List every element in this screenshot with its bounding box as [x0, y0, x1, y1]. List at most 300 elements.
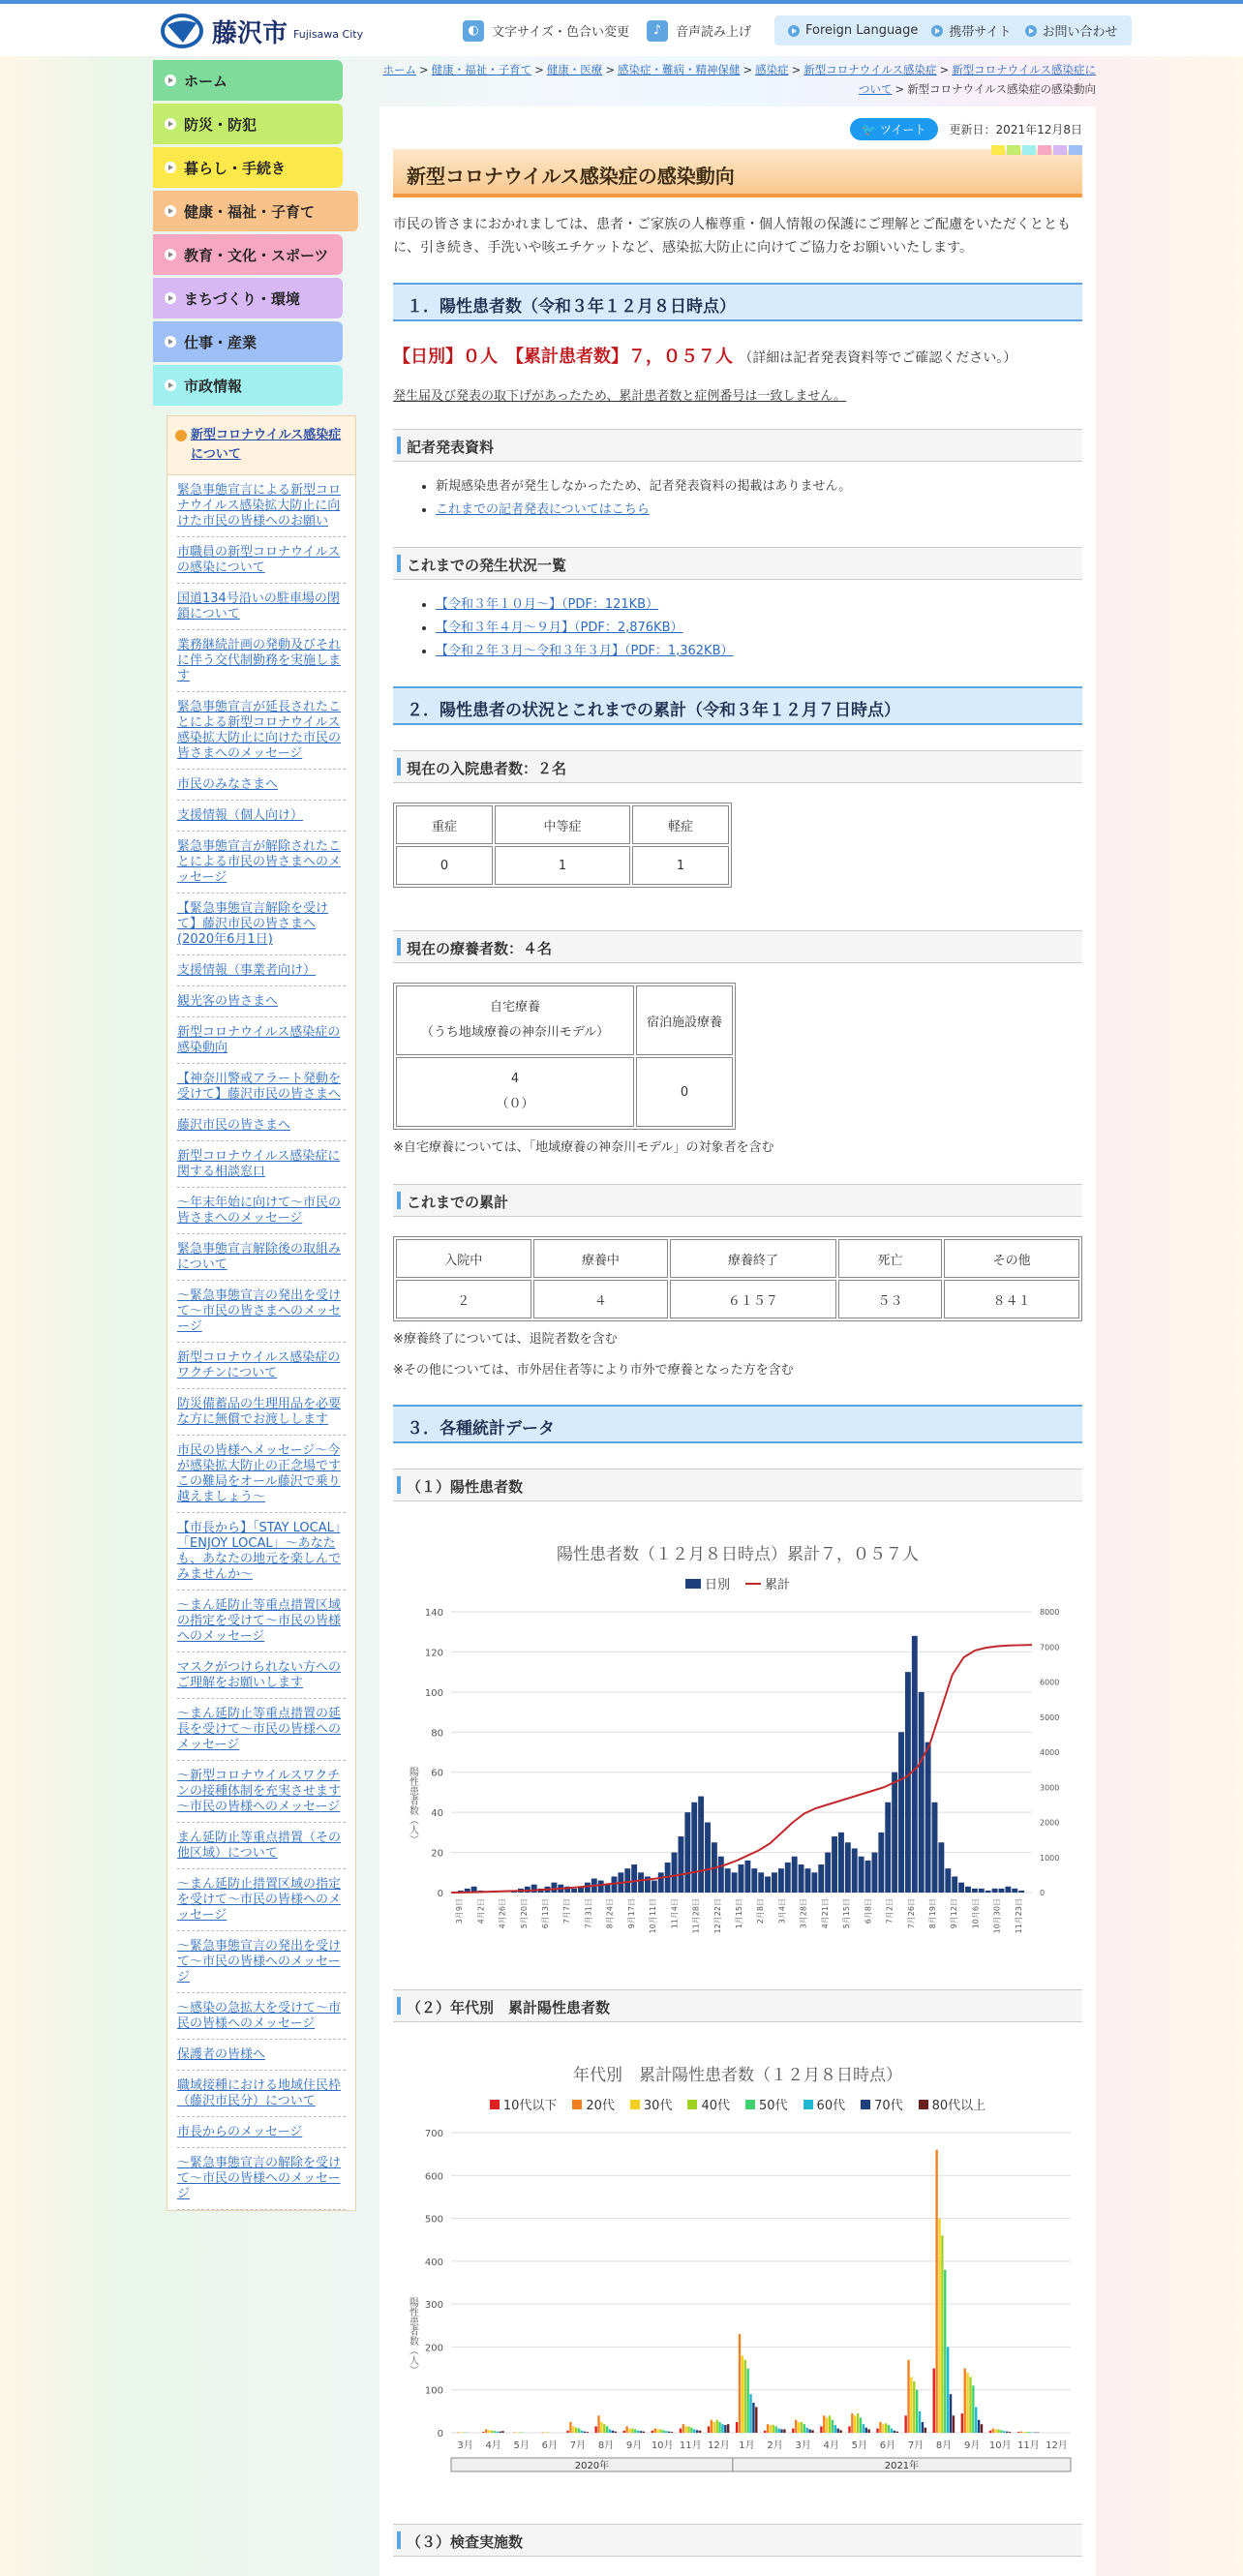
x-tick-label: 3月9日 — [455, 1898, 464, 1924]
daily-bar — [972, 1889, 978, 1893]
breadcrumb-link[interactable]: 感染症・難病・精神保健 — [618, 63, 741, 76]
daily-bar — [1018, 1891, 1024, 1893]
arrow-icon — [165, 162, 176, 173]
age-bar — [770, 2425, 772, 2433]
site-name-english: Fujisawa City — [293, 28, 363, 41]
sub-nav-item — [177, 832, 346, 894]
x-tick-label: 9月 — [964, 2440, 980, 2451]
age-bar — [499, 2432, 500, 2433]
daily-bar — [958, 1883, 964, 1893]
article — [379, 106, 1096, 2576]
sub-nav-item — [177, 1017, 346, 1064]
sub-nav-item — [177, 1110, 346, 1141]
nav-item[interactable] — [153, 234, 343, 275]
age-bar — [727, 2424, 729, 2433]
sub-nav-link[interactable]: 支援情報（事業者向け） — [177, 963, 316, 978]
sub-nav-link[interactable]: ～感染の急拡大を受けて～市民の皆様へのメッセージ — [177, 2001, 341, 2031]
sub-nav-item — [177, 2148, 346, 2210]
contact-link[interactable]: お問い合わせ — [1025, 21, 1118, 40]
age-bar — [597, 2415, 599, 2433]
x-tick-label: 11月4日 — [670, 1898, 679, 1928]
sub-nav-item — [177, 986, 346, 1017]
y-tick-label: 0 — [438, 2429, 443, 2440]
nav-label: まちづくり・環境 — [184, 288, 300, 309]
sub-nav-link[interactable]: 緊急事態宣言による新型コロナウイルス感染拡大防止に向けた市民の皆様へのお願い — [177, 483, 341, 529]
breadcrumb-link[interactable]: 感染症 — [755, 63, 789, 76]
sub-nav-item — [177, 1699, 346, 1761]
x-tick-label: 2月 — [767, 2440, 782, 2451]
daily-bar — [778, 1868, 784, 1893]
age-bar — [792, 2429, 794, 2433]
sub-nav-link[interactable]: 支援情報（個人向け） — [177, 808, 303, 823]
hospitalized-heading: 現在の入院患者数：２名 — [393, 750, 1082, 783]
age-bar — [1009, 2432, 1011, 2433]
foreign-language-link[interactable]: Foreign Language — [788, 21, 918, 40]
age-bar — [803, 2424, 805, 2433]
breadcrumb-separator: > — [792, 63, 802, 76]
sub-nav-link[interactable]: 市民のみなさまへ — [177, 777, 278, 792]
age-bar — [687, 2426, 689, 2433]
x-tick-label: 10月6日 — [971, 1898, 980, 1928]
sub-nav-link[interactable]: ～まん延防止措置区域の指定を受けて～市民の皆様へのメッセージ — [177, 1877, 341, 1923]
history-link-r3-10[interactable]: 【令和３年１０月～】（PDF：121KB） — [436, 597, 658, 612]
sub-nav-link[interactable]: ～緊急事態宣言の発出を受けて～市民の皆さまへのメッセージ — [177, 1288, 341, 1334]
age-bar — [907, 2360, 909, 2433]
age-bar — [995, 2429, 997, 2433]
age-bar — [767, 2424, 769, 2433]
age-bar — [656, 2429, 658, 2433]
daily-bar — [605, 1885, 611, 1893]
y2-tick-label: 8000 — [1040, 1608, 1059, 1617]
sub-nav-title[interactable]: 新型コロナウイルス感染症について — [167, 416, 355, 475]
sub-nav-list — [177, 475, 346, 2210]
breadcrumb — [379, 60, 1096, 99]
sub-nav-item — [177, 801, 346, 832]
age-bar — [1023, 2432, 1025, 2433]
age-bar — [682, 2424, 684, 2433]
cumulative-table — [393, 1236, 1082, 1321]
nav-item[interactable] — [153, 278, 343, 318]
y-tick-label: 0 — [438, 1889, 443, 1899]
sub-nav-item — [177, 1188, 346, 1234]
age-bar — [950, 2394, 952, 2433]
daily-bar — [838, 1833, 844, 1893]
arrow-icon — [1025, 25, 1037, 37]
sub-nav-item — [177, 1993, 346, 2040]
daily-bar — [598, 1881, 604, 1893]
daily-bar — [705, 1823, 711, 1894]
age-bar — [795, 2420, 797, 2433]
age-bar — [711, 2420, 712, 2433]
y-tick-label: 60 — [431, 1769, 443, 1779]
nav-label: ホーム — [184, 71, 227, 91]
legend-item-cumulative: 累計 — [745, 1574, 790, 1592]
sub-nav-link[interactable]: 【神奈川警戒アラート発動を受けて】藤沢市民の皆さまへ — [177, 1072, 341, 1102]
age-bar — [997, 2429, 999, 2433]
age-bar — [919, 2411, 921, 2433]
sub-nav-link[interactable]: 観光客の皆さまへ — [177, 994, 278, 1009]
sub-nav-link[interactable]: ～まん延防止等重点措置の延長を受けて～市民の皆様へのメッセージ — [177, 1707, 341, 1752]
age-bar — [896, 2432, 898, 2433]
table-cell: 0 — [396, 846, 493, 885]
nav-item[interactable] — [153, 60, 343, 101]
age-bar — [680, 2429, 682, 2433]
age-bar — [609, 2429, 611, 2433]
daily-bar — [885, 1803, 891, 1893]
sub-nav-item — [177, 2117, 346, 2148]
tweet-button[interactable]: 🐦 ツイート — [850, 118, 937, 140]
sub-nav-link[interactable]: ～緊急事態宣言の解除を受けて～市民の皆様へのメッセージ — [177, 2156, 341, 2201]
age-bar — [482, 2432, 484, 2433]
intro-text: 市民の皆さまにおかれましては、患者・ご家族の人権尊重・個人情報の保護にご理解とご配慮をいただくとともに、引き続き、手洗いや咳エチケットなど、感染拡大防止に向けてご協力をお願いいたします。 — [393, 213, 1082, 259]
breadcrumb-separator: > — [940, 63, 950, 76]
x-tick-label: 3月 — [457, 2440, 472, 2451]
press-archive-link[interactable]: これまでの記者発表についてはこちら — [436, 502, 650, 517]
arrow-icon — [165, 292, 176, 304]
age-bar — [581, 2431, 583, 2433]
nav-label: 市政情報 — [184, 376, 242, 396]
x-tick-label: 8月24日 — [606, 1898, 615, 1928]
sub-nav-link[interactable]: 国道134号沿いの駐車場の閉鎖について — [177, 591, 340, 621]
sub-nav-link[interactable]: 新型コロナウイルス感染症に関する相談窓口 — [177, 1149, 340, 1179]
sub-nav-link[interactable]: 市職員の新型コロナウイルスの感染について — [177, 545, 340, 575]
cumulative-note-2: ※その他については、市外居住者等により市外で療養となった方を含む — [393, 1360, 1082, 1381]
sub-nav-link[interactable]: ～緊急事態宣言の発出を受けて～市民の皆様へのメッセージ — [177, 1939, 341, 1985]
age-bar — [640, 2431, 642, 2433]
sub-nav-item — [177, 1389, 346, 1436]
x-tick-label: 11月28日 — [692, 1898, 701, 1933]
table-header: 軽症 — [632, 805, 729, 844]
daily-bar — [932, 1803, 938, 1893]
sub-nav-link[interactable]: 新型コロナウイルス感染症のワクチンについて — [177, 1350, 340, 1380]
sub-nav-item — [177, 770, 346, 801]
y2-tick-label: 5000 — [1040, 1713, 1059, 1722]
age-bar — [775, 2426, 777, 2433]
age-bar — [894, 2431, 895, 2433]
daily-bar — [739, 1864, 744, 1893]
daily-bar — [845, 1842, 851, 1893]
age-bar — [992, 2429, 994, 2433]
daily-bar — [684, 1812, 690, 1893]
daily-bar — [631, 1864, 637, 1893]
read-aloud-button[interactable] — [647, 20, 751, 42]
age-bar — [834, 2425, 836, 2433]
y-tick-label: 140 — [425, 1608, 443, 1619]
age-bar — [685, 2426, 687, 2433]
breadcrumb-link[interactable]: 健康・医療 — [547, 63, 603, 76]
y2-tick-label: 6000 — [1040, 1679, 1059, 1687]
daily-bar — [658, 1872, 664, 1893]
cumulative-line — [451, 1645, 1032, 1893]
sub-nav-item — [177, 1513, 346, 1591]
age-bar — [832, 2420, 834, 2433]
daily-bar — [624, 1868, 630, 1893]
nav-item[interactable] — [153, 104, 343, 144]
age-bar — [724, 2425, 726, 2433]
sub-nav-link[interactable]: 藤沢市民の皆さまへ — [177, 1118, 290, 1133]
age-group-svg — [393, 2113, 1082, 2500]
table-cell: ６１５７ — [670, 1280, 835, 1318]
sub-nav-link[interactable]: ～新型コロナウイルスワクチンの接種体制を充実させます～市民の皆様へのメッセージ — [177, 1769, 341, 1814]
daily-bar — [799, 1864, 804, 1893]
nav-label: 防災・防犯 — [184, 114, 257, 135]
nav-item[interactable] — [153, 365, 343, 406]
legend-item: 20代 — [572, 2095, 615, 2113]
table-header: 宿泊施設療養 — [636, 985, 733, 1055]
age-bar — [491, 2431, 493, 2433]
cumulative-note-1: ※療養終了については、退院者数を含む — [393, 1329, 1082, 1350]
daily-bar — [892, 1773, 897, 1893]
breadcrumb-link[interactable]: ホーム — [383, 63, 417, 76]
daily-bar — [938, 1842, 944, 1893]
y2-tick-label: 0 — [1040, 1889, 1045, 1897]
age-bar — [811, 2430, 813, 2433]
nav-label: 健康・福祉・子育て — [184, 201, 315, 222]
x-tick-label: 12月 — [1046, 2440, 1068, 2451]
age-bar — [978, 2420, 980, 2433]
daily-bar — [691, 1803, 697, 1893]
x-tick-label: 11月 — [1017, 2440, 1040, 2451]
x-tick-label: 4月21日 — [821, 1898, 830, 1928]
text-size-button[interactable] — [463, 20, 629, 42]
nav-item[interactable] — [153, 191, 358, 231]
age-bar — [916, 2390, 918, 2433]
age-bar — [941, 2235, 943, 2433]
table-cell: ５３ — [838, 1280, 943, 1318]
x-tick-label: 1月 — [739, 2440, 754, 2451]
age-bar — [777, 2429, 779, 2433]
age-bar — [600, 2422, 602, 2433]
x-tick-label: 3月28日 — [800, 1898, 808, 1928]
age-bar — [801, 2422, 803, 2433]
daily-bar — [678, 1836, 683, 1893]
x-tick-label: 3月4日 — [777, 1898, 786, 1924]
age-bar — [494, 2431, 496, 2433]
daily-bar — [952, 1876, 957, 1893]
nav-item[interactable] — [153, 321, 343, 362]
age-bar — [739, 2334, 741, 2433]
x-tick-label: 11月 — [680, 2440, 702, 2451]
age-bar — [867, 2429, 869, 2433]
y-tick-label: 500 — [425, 2215, 443, 2226]
daily-bar — [792, 1857, 798, 1893]
x-tick-label: 3月 — [795, 2440, 810, 2451]
age-bar — [1025, 2432, 1027, 2433]
x-tick-label: 5月 — [514, 2440, 530, 2451]
age-bar — [578, 2429, 580, 2433]
sub-nav-link[interactable]: 【緊急事態宣言解除を受けて】藤沢市民の皆さまへ(2020年6月1日) — [177, 901, 328, 947]
daily-bar — [765, 1876, 771, 1893]
table-header: 自宅療養 （うち地域療養の神奈川モデル） — [396, 985, 634, 1055]
daily-bar — [859, 1857, 864, 1893]
age-bar — [612, 2431, 614, 2433]
age-bar — [808, 2429, 810, 2433]
section-heading-3: ３．各種統計データ — [393, 1405, 1082, 1443]
x-tick-label: 6月8日 — [864, 1898, 872, 1924]
age-bar — [584, 2432, 586, 2433]
y2-tick-label: 1000 — [1040, 1854, 1059, 1863]
age-bar — [746, 2369, 748, 2433]
sub-nav-link[interactable]: マスクがつけられない方へのご理解をお願いします — [177, 1660, 341, 1690]
age-bar — [876, 2429, 878, 2433]
sub-nav-link[interactable]: 保護者の皆様へ — [177, 2047, 265, 2062]
daily-bar — [751, 1868, 757, 1893]
legend-item: 60代 — [803, 2095, 846, 2113]
age-bar — [1028, 2432, 1030, 2433]
chart-legend — [393, 2095, 1082, 2113]
x-tick-label: 10月 — [989, 2440, 1012, 2451]
sub-nav-link[interactable]: 緊急事態宣言が解除されたことによる市民の皆さまへのメッセージ — [177, 839, 341, 885]
sidebar — [153, 60, 358, 2211]
age-bar — [806, 2428, 808, 2433]
main-content — [379, 60, 1096, 2576]
table-header: 入院中 — [396, 1239, 531, 1278]
daily-bar — [945, 1868, 951, 1893]
age-bar — [501, 2431, 503, 2433]
x-tick-label: 11月23日 — [1015, 1898, 1023, 1933]
daily-bar — [878, 1833, 884, 1893]
age-bar — [628, 2429, 630, 2433]
age-bar — [721, 2424, 723, 2433]
sub-nav-link[interactable]: ～まん延防止等重点措置区域の指定を受けて～市民の皆様へのメッセージ — [177, 1598, 341, 1644]
read-aloud-label: 音声読み上げ — [676, 21, 751, 40]
breadcrumb-link[interactable]: 新型コロナウイルス感染症について — [859, 63, 1096, 96]
mobile-site-link[interactable]: 携帯サイト — [931, 21, 1011, 40]
sub-nav-link[interactable]: ～年末年始に向けて～市民の皆さまへのメッセージ — [177, 1196, 341, 1226]
age-bar — [603, 2424, 605, 2433]
age-bar — [837, 2429, 839, 2433]
age-bar — [882, 2424, 884, 2433]
age-bar — [693, 2429, 695, 2433]
x-tick-label: 5月20日 — [520, 1898, 529, 1928]
arrow-icon — [165, 379, 176, 391]
daily-bar — [772, 1872, 777, 1893]
x-tick-label: 8月19日 — [928, 1898, 937, 1928]
age-bar — [891, 2429, 893, 2433]
history-link-r3-04[interactable]: 【令和３年４月～９月】（PDF：2,876KB） — [436, 621, 683, 635]
age-bar — [654, 2429, 656, 2433]
breadcrumb-link[interactable]: 新型コロナウイルス感染症 — [803, 63, 936, 76]
sub-nav-item — [177, 955, 346, 986]
sub-nav-item — [177, 1931, 346, 1993]
daily-bar — [672, 1853, 678, 1893]
y-tick-label: 400 — [425, 2258, 443, 2268]
age-bar — [961, 2413, 963, 2433]
sub-nav-link[interactable]: 緊急事態宣言が延長されたことによる新型コロナウイルス感染拡大防止に向けた市民の皆さまへのメッセージ — [177, 700, 341, 761]
speaker-icon: ♪ — [647, 20, 668, 42]
x-tick-label: 7月31日 — [584, 1898, 592, 1928]
sub-nav-item — [177, 1064, 346, 1110]
y-tick-label: 80 — [431, 1728, 443, 1739]
daily-bar — [985, 1891, 991, 1893]
daily-bar — [531, 1885, 537, 1893]
sub-nav-link[interactable]: 職域接種における地域住民枠（藤沢市民分）について — [177, 2078, 341, 2108]
age-bar — [744, 2360, 746, 2433]
sub-nav-item — [177, 1343, 346, 1389]
x-tick-label: 10月 — [652, 2440, 674, 2451]
y2-tick-label: 4000 — [1040, 1748, 1059, 1757]
withdrawal-notice: 発生届及び発表の取下げがあったため、累計患者数と症例番号は一致しません。 — [393, 385, 1082, 404]
breadcrumb-link[interactable]: 健康・福祉・子育て — [432, 63, 532, 76]
age-bar — [860, 2418, 862, 2434]
daily-bar — [992, 1889, 998, 1893]
breadcrumb-separator: > — [743, 63, 752, 76]
year-label: 2020年 — [575, 2459, 609, 2471]
cumulative-heading: これまでの累計 — [393, 1184, 1082, 1217]
x-tick-label: 2月8日 — [756, 1898, 765, 1924]
x-tick-label: 7月 — [570, 2440, 586, 2451]
sub-nav-link[interactable]: 【市長から】「STAY LOCAL」「ENJOY LOCAL」～あなたも、あなたの地元を楽しんでみませんか～ — [177, 1521, 341, 1582]
arrow-icon — [165, 205, 176, 217]
age-bar — [925, 2428, 926, 2433]
age-bar — [820, 2426, 822, 2433]
sub-nav-item — [177, 692, 346, 770]
x-tick-label: 10月30日 — [993, 1898, 1002, 1933]
age-bar — [497, 2432, 499, 2433]
sub-nav-link[interactable]: 新型コロナウイルス感染症の感染動向 — [177, 1025, 340, 1055]
chart3-heading: （３）検査実施数 — [393, 2524, 1082, 2557]
sub-nav-item — [177, 1761, 346, 1823]
age-bar — [485, 2429, 487, 2433]
age-bar — [938, 2219, 940, 2433]
sub-nav-link[interactable]: 緊急事態宣言解除後の取組みについて — [177, 1242, 341, 1272]
sub-nav-link[interactable]: 業務継続計画の発動及びそれに伴う交代制勤務を実施します — [177, 638, 341, 683]
table-header: その他 — [944, 1239, 1079, 1278]
nav-label: 教育・文化・スポーツ — [184, 245, 328, 265]
age-bar — [637, 2431, 639, 2433]
sub-nav-panel — [167, 415, 356, 2211]
daily-bar — [898, 1732, 904, 1893]
age-bar — [668, 2432, 670, 2433]
age-bar — [662, 2430, 664, 2433]
history-link-r2-03[interactable]: 【令和２年３月～令和３年３月】（PDF：1,362KB） — [436, 644, 734, 658]
age-bar — [865, 2428, 867, 2433]
sub-nav-link[interactable]: 防災備蓄品の生理用品を必要な方に無償でお渡しします — [177, 1397, 341, 1427]
age-bar — [823, 2415, 825, 2433]
y-tick-label: 40 — [431, 1808, 443, 1819]
y-tick-label: 300 — [425, 2300, 443, 2311]
x-tick-label: 5月15日 — [842, 1898, 851, 1928]
recuperating-table — [393, 983, 736, 1130]
daily-bar — [1005, 1887, 1011, 1893]
table-cell: ４ — [533, 1280, 669, 1318]
breadcrumb-separator: > — [895, 82, 905, 96]
chart2-heading: （２）年代別 累計陽性患者数 — [393, 1989, 1082, 2022]
legend-item: 40代 — [687, 2095, 730, 2113]
age-bar — [1000, 2430, 1002, 2433]
sub-nav-link[interactable]: 市民の皆様へメッセージ～今が感染拡大防止の正念場です この難局をオール藤沢で乗り越えましょう～ — [177, 1443, 341, 1504]
age-bar — [975, 2407, 977, 2433]
page-title: 新型コロナウイルス感染症の感染動向 — [393, 149, 1082, 197]
daily-bar — [871, 1853, 877, 1893]
site-logo[interactable] — [158, 10, 363, 52]
daily-bar — [732, 1872, 738, 1893]
x-tick-label: 7月2日 — [886, 1898, 894, 1924]
table-cell: 0 — [636, 1057, 733, 1127]
sub-nav-link[interactable]: 市長からのメッセージ — [177, 2125, 302, 2139]
daily-bar — [825, 1853, 831, 1893]
sub-nav-link[interactable]: まん延防止等重点措置（その他区域）について — [177, 1831, 341, 1861]
age-bar — [713, 2422, 715, 2433]
nav-item[interactable] — [153, 147, 343, 188]
sub-nav-item — [177, 1823, 346, 1869]
daily-bar — [811, 1872, 817, 1893]
age-bar — [764, 2431, 766, 2433]
table-header: 死亡 — [838, 1239, 943, 1278]
x-tick-label: 7月 — [908, 2440, 924, 2451]
arrow-icon — [165, 249, 176, 260]
age-bar — [885, 2423, 887, 2433]
